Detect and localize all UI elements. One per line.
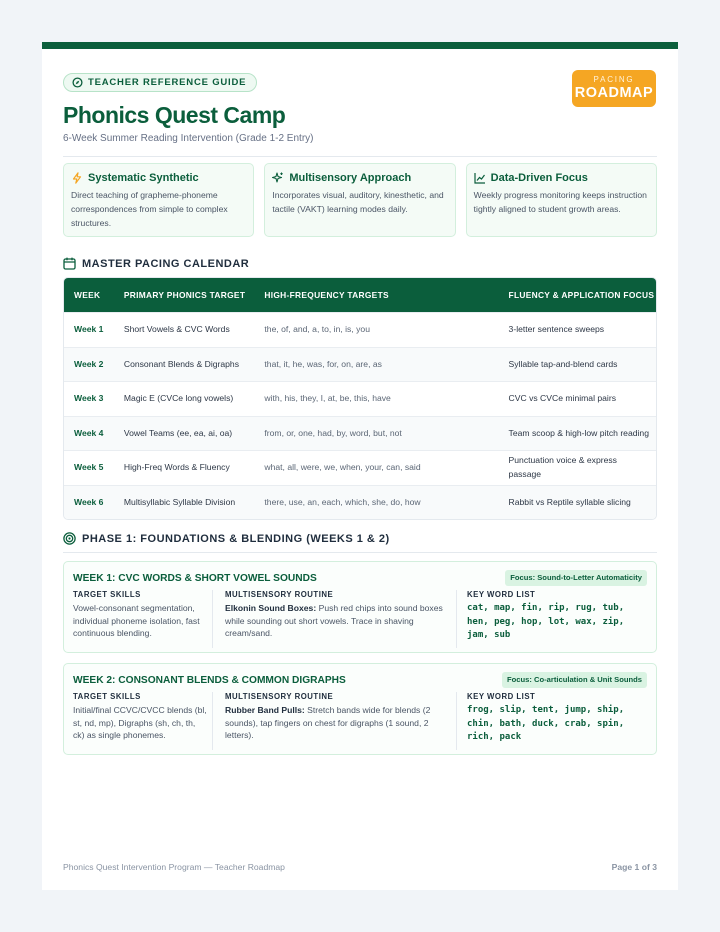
words-label: KEY WORD LIST (467, 590, 536, 599)
header (42, 49, 678, 159)
cell-high-frequency: there, use, an, each, which, she, do, how (264, 496, 421, 507)
cell-week: Week 2 (74, 358, 104, 369)
cell-phonics: Multisyllabic Syllable Division (123, 496, 236, 507)
routine-description: Stretch bands wide for blends (2 sounds), tap fingers on chest for digraphs (1 sound, 2 letters). (225, 705, 431, 740)
cell-week: Week 1 (74, 324, 104, 334)
phase-heading (63, 532, 390, 545)
phase-title: PHASE 1: FOUNDATIONS & BLENDING (WEEKS 1 & 2) (82, 532, 390, 545)
cell-phonics: High-Freq Words & Fluency (123, 462, 230, 472)
card-data-driven (466, 163, 657, 237)
col-header-week: WEEK (74, 289, 101, 300)
compass-icon (72, 77, 83, 88)
routine-text (225, 704, 451, 742)
calendar-title: MASTER PACING CALENDAR (82, 257, 250, 270)
week-2-panel (63, 663, 657, 755)
table-row (64, 347, 656, 382)
col-header-fluency: FLUENCY & APPLICATION FOCUS (508, 289, 655, 300)
col-header-high-frequency: HIGH-FREQUENCY TARGETS (264, 289, 389, 300)
cell-fluency: Punctuation voice & express passage (508, 455, 617, 479)
lightning-icon (71, 172, 83, 184)
week-title: WEEK 2: CONSONANT BLENDS & COMMON DIGRAPHS (73, 675, 346, 686)
pacing-table (63, 277, 657, 520)
routine-label: MULTISENSORY ROUTINE (225, 590, 334, 599)
table-row (64, 381, 656, 416)
table-header (64, 278, 656, 312)
pill-label: TEACHER REFERENCE GUIDE (88, 77, 247, 88)
focus-tag: Focus: Co-articulation & Unit Sounds (502, 672, 647, 688)
cell-fluency: Team scoop & high-low pitch reading (508, 427, 649, 438)
cell-high-frequency: that, it, he, was, for, on, are, as (264, 358, 382, 369)
cell-phonics: Magic E (CVCe long vowels) (123, 393, 234, 403)
table-row (64, 416, 656, 451)
card-title: Systematic Synthetic (88, 172, 199, 184)
card-title: Multisensory Approach (289, 172, 412, 184)
routine-label: MULTISENSORY ROUTINE (225, 692, 334, 701)
key-word-list: frog, slip, tent, jump, ship, chin, bath, duck, crab, spin, rich, pack (467, 705, 625, 742)
cell-fluency: Syllable tap-and-blend cards (508, 358, 618, 369)
cell-week: Week 5 (74, 462, 104, 472)
phase-divider (63, 552, 657, 553)
card-body: Incorporates visual, auditory, kinesthetic, and tactile (VAKT) learning modes daily. (272, 190, 444, 214)
column-divider (456, 590, 457, 648)
pacing-badge (572, 70, 656, 107)
table-row (64, 450, 656, 485)
badge-main-label: ROADMAP (574, 85, 654, 101)
badge-top-label: PACING (593, 75, 635, 84)
cell-fluency: 3-letter sentence sweeps (508, 324, 605, 334)
cell-high-frequency: with, his, they, I, at, be, this, have (264, 393, 391, 403)
cell-fluency: CVC vs CVCe minimal pairs (508, 393, 616, 403)
cell-fluency: Rabbit vs Reptile syllable slicing (508, 496, 631, 507)
sparkle-icon (272, 172, 284, 184)
column-divider (456, 692, 457, 750)
week-title: WEEK 1: CVC WORDS & SHORT VOWEL SOUNDS (73, 573, 317, 584)
card-title: Data-Driven Focus (490, 172, 588, 184)
guide-pill (63, 73, 257, 92)
target-icon (63, 532, 76, 545)
cell-high-frequency: from, or, one, had, by, word, but, not (264, 427, 402, 438)
page-title: Phonics Quest Camp (63, 102, 286, 128)
column-divider (212, 590, 213, 648)
calendar-icon (63, 257, 76, 270)
skills-label: TARGET SKILLS (73, 692, 141, 701)
cell-phonics: Consonant Blends & Digraphs (123, 358, 240, 369)
routine-text (225, 602, 451, 640)
card-body: Direct teaching of grapheme-phoneme correspondences from simple to complex structures. (71, 190, 228, 228)
card-body: Weekly progress monitoring keeps instruction tightly aligned to student growth areas. (473, 190, 647, 214)
skills-text: Vowel-consonant segmentation, individual phoneme isolation, fast continuous blending. (73, 603, 200, 638)
footer-program: Phonics Quest Intervention Program — Teacher Roadmap (63, 862, 285, 872)
chart-line-icon (474, 172, 486, 184)
approach-cards (63, 163, 657, 237)
page (42, 42, 678, 890)
key-word-list: cat, map, fin, rip, rug, tub, hen, peg, hop, lot, wax, zip, jam, sub (467, 603, 625, 640)
calendar-heading (63, 257, 249, 270)
cell-high-frequency: the, of, and, a, to, in, is, you (264, 324, 370, 334)
skills-text: Initial/final CCVC/CVCC blends (bl, st, nd, mp), Digraphs (sh, ch, th, ck) as single phonemes. (73, 705, 207, 740)
cell-high-frequency: what, all, were, we, when, your, can, said (264, 462, 421, 472)
routine-name: Elkonin Sound Boxes: (225, 603, 317, 613)
table-row (64, 485, 656, 520)
skills-label: TARGET SKILLS (73, 590, 141, 599)
cell-week: Week 4 (74, 427, 104, 438)
cell-phonics: Vowel Teams (ee, ea, ai, oa) (123, 427, 233, 438)
card-systematic (63, 163, 254, 237)
column-divider (212, 692, 213, 750)
routine-name: Rubber Band Pulls: (225, 705, 305, 715)
focus-tag: Focus: Sound-to-Letter Automaticity (505, 570, 647, 586)
cell-week: Week 3 (74, 393, 104, 403)
card-multisensory (264, 163, 455, 237)
header-divider (63, 156, 657, 157)
routine-description: Push red chips into sound boxes while sounding out short vowels. Trace in shaving cream/sand. (225, 603, 443, 638)
page-subtitle: 6-Week Summer Reading Intervention (Grade 1-2 Entry) (63, 133, 314, 144)
cell-phonics: Short Vowels & CVC Words (123, 324, 230, 334)
col-header-phonics: PRIMARY PHONICS TARGET (123, 289, 246, 300)
footer-page-number: Page 1 of 3 (611, 862, 657, 872)
words-label: KEY WORD LIST (467, 692, 536, 701)
week-1-panel (63, 561, 657, 653)
table-row (64, 312, 656, 347)
cell-week: Week 6 (74, 496, 104, 507)
